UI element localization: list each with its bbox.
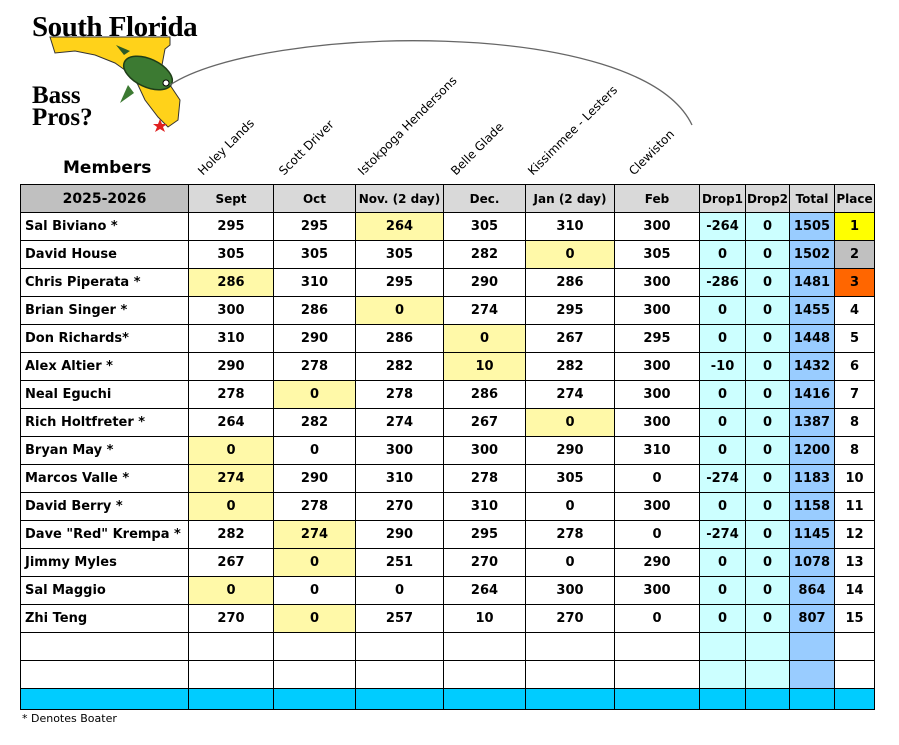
table-row — [21, 465, 875, 493]
standings-table — [20, 184, 875, 710]
drop2-cell: 0 — [746, 493, 790, 521]
season-label: 2025-2026 — [21, 185, 189, 213]
score-cell: 295 — [189, 213, 274, 241]
score-cell: 310 — [444, 493, 526, 521]
drop2-cell: 0 — [746, 521, 790, 549]
score-cell: 290 — [444, 269, 526, 297]
score-cell: 267 — [526, 325, 615, 353]
table-row — [21, 577, 875, 605]
drop1-cell: -286 — [700, 269, 746, 297]
drop2-cell: 0 — [746, 325, 790, 353]
south-florida-bass-pros-logo — [20, 5, 700, 145]
score-cell: 300 — [615, 381, 700, 409]
total-cell: 1502 — [790, 241, 835, 269]
drop2-cell: 0 — [746, 241, 790, 269]
drop2-cell: 0 — [746, 549, 790, 577]
total-cell: 1145 — [790, 521, 835, 549]
drop2-cell: 0 — [746, 465, 790, 493]
drop1-cell: 0 — [700, 297, 746, 325]
footer-bar-cell — [526, 689, 615, 710]
place-cell: 8 — [835, 437, 875, 465]
col-header-place: Place — [835, 185, 875, 213]
score-cell: 0 — [274, 577, 356, 605]
score-cell: 282 — [274, 409, 356, 437]
place-cell: 1 — [835, 213, 875, 241]
footer-bar-cell — [189, 689, 274, 710]
place-cell: 11 — [835, 493, 875, 521]
drop1-cell: 0 — [700, 549, 746, 577]
drop2-cell: 0 — [746, 437, 790, 465]
score-cell: 290 — [189, 353, 274, 381]
drop1-cell: 0 — [700, 605, 746, 633]
col-header: Feb — [615, 185, 700, 213]
score-cell: 300 — [615, 577, 700, 605]
total-cell: 1200 — [790, 437, 835, 465]
empty-cell — [21, 661, 189, 689]
score-cell: 10 — [444, 353, 526, 381]
footer-bar-cell — [835, 689, 875, 710]
score-cell: 0 — [356, 297, 444, 325]
drop2-cell: 0 — [746, 381, 790, 409]
venue-label: Kissimmee - Lesters — [525, 82, 621, 178]
drop2-cell: 0 — [746, 577, 790, 605]
score-cell: 0 — [274, 549, 356, 577]
score-cell: 264 — [444, 577, 526, 605]
score-cell: 274 — [274, 521, 356, 549]
empty-cell — [746, 633, 790, 661]
score-cell: 310 — [189, 325, 274, 353]
total-cell: 1432 — [790, 353, 835, 381]
score-cell: 290 — [274, 465, 356, 493]
score-cell: 270 — [356, 493, 444, 521]
empty-cell — [615, 661, 700, 689]
score-cell: 300 — [615, 213, 700, 241]
col-header: Dec. — [444, 185, 526, 213]
member-name: Alex Altier * — [21, 353, 189, 381]
place-cell: 12 — [835, 521, 875, 549]
drop2-cell: 0 — [746, 297, 790, 325]
header-row — [21, 185, 875, 213]
empty-cell — [526, 661, 615, 689]
score-cell: 290 — [274, 325, 356, 353]
table-row — [21, 353, 875, 381]
score-cell: 286 — [274, 297, 356, 325]
member-name: Don Richards* — [21, 325, 189, 353]
drop1-cell: 0 — [700, 325, 746, 353]
drop2-cell: 0 — [746, 353, 790, 381]
score-cell: 264 — [356, 213, 444, 241]
table-row — [21, 549, 875, 577]
drop1-cell: 0 — [700, 437, 746, 465]
score-cell: 251 — [356, 549, 444, 577]
score-cell: 0 — [274, 381, 356, 409]
score-cell: 274 — [526, 381, 615, 409]
score-cell: 0 — [615, 465, 700, 493]
venue-label: Scott Driver — [276, 117, 337, 178]
score-cell: 267 — [189, 549, 274, 577]
member-name: Jimmy Myles — [21, 549, 189, 577]
score-cell: 282 — [526, 353, 615, 381]
empty-cell — [526, 633, 615, 661]
score-cell: 286 — [189, 269, 274, 297]
total-cell: 1183 — [790, 465, 835, 493]
member-name: Rich Holtfreter * — [21, 409, 189, 437]
empty-cell — [274, 633, 356, 661]
score-cell: 0 — [356, 577, 444, 605]
footer-bar-cell — [700, 689, 746, 710]
drop1-cell: 0 — [700, 577, 746, 605]
footer-bar-cell — [356, 689, 444, 710]
empty-cell — [356, 633, 444, 661]
score-cell: 0 — [189, 437, 274, 465]
empty-cell — [700, 661, 746, 689]
score-cell: 286 — [356, 325, 444, 353]
score-cell: 0 — [615, 605, 700, 633]
table-row — [21, 381, 875, 409]
score-cell: 286 — [526, 269, 615, 297]
score-cell: 290 — [526, 437, 615, 465]
empty-cell — [746, 661, 790, 689]
footer-bar-cell — [21, 689, 189, 710]
table-row — [21, 297, 875, 325]
footer-bar — [21, 689, 875, 710]
place-cell: 6 — [835, 353, 875, 381]
score-cell: 278 — [189, 381, 274, 409]
score-cell: 10 — [444, 605, 526, 633]
drop1-cell: -274 — [700, 465, 746, 493]
empty-cell — [21, 633, 189, 661]
empty-row — [21, 633, 875, 661]
table-row — [21, 269, 875, 297]
venue-label: Holey Lands — [195, 116, 257, 178]
footer-bar-cell — [746, 689, 790, 710]
score-cell: 305 — [615, 241, 700, 269]
score-cell: 300 — [526, 577, 615, 605]
score-cell: 274 — [189, 465, 274, 493]
total-cell: 1158 — [790, 493, 835, 521]
score-cell: 290 — [356, 521, 444, 549]
total-cell: 1455 — [790, 297, 835, 325]
score-cell: 305 — [526, 465, 615, 493]
place-cell: 8 — [835, 409, 875, 437]
score-cell: 300 — [615, 353, 700, 381]
score-cell: 295 — [356, 269, 444, 297]
col-header: Sept — [189, 185, 274, 213]
logo-subtitle-line2: Pros? — [32, 104, 93, 131]
empty-cell — [835, 661, 875, 689]
score-cell: 274 — [356, 409, 444, 437]
score-cell: 305 — [189, 241, 274, 269]
col-header: Nov. (2 day) — [356, 185, 444, 213]
score-cell: 278 — [274, 353, 356, 381]
empty-cell — [790, 633, 835, 661]
venue-label: Clewiston — [626, 126, 678, 178]
col-header-total: Total — [790, 185, 835, 213]
score-cell: 290 — [615, 549, 700, 577]
score-cell: 300 — [615, 493, 700, 521]
score-cell: 310 — [615, 437, 700, 465]
table-row — [21, 325, 875, 353]
empty-cell — [700, 633, 746, 661]
score-cell: 274 — [444, 297, 526, 325]
score-cell: 257 — [356, 605, 444, 633]
empty-cell — [615, 633, 700, 661]
total-cell: 864 — [790, 577, 835, 605]
score-cell: 0 — [526, 241, 615, 269]
score-cell: 295 — [444, 521, 526, 549]
place-cell: 13 — [835, 549, 875, 577]
empty-cell — [444, 661, 526, 689]
footer-bar-cell — [790, 689, 835, 710]
score-cell: 278 — [444, 465, 526, 493]
member-name: Dave "Red" Krempa * — [21, 521, 189, 549]
place-cell: 10 — [835, 465, 875, 493]
drop1-cell: -274 — [700, 521, 746, 549]
score-cell: 300 — [189, 297, 274, 325]
score-cell: 270 — [444, 549, 526, 577]
score-cell: 0 — [274, 605, 356, 633]
venue-label: Istokpoga Hendersons — [355, 73, 460, 178]
empty-cell — [790, 661, 835, 689]
member-name: Sal Maggio — [21, 577, 189, 605]
logo-subtitle — [32, 82, 93, 131]
score-cell: 310 — [526, 213, 615, 241]
place-cell: 3 — [835, 269, 875, 297]
place-cell: 7 — [835, 381, 875, 409]
col-header: Jan (2 day) — [526, 185, 615, 213]
score-cell: 300 — [444, 437, 526, 465]
empty-cell — [274, 661, 356, 689]
member-name: Chris Piperata * — [21, 269, 189, 297]
empty-cell — [835, 633, 875, 661]
score-cell: 270 — [526, 605, 615, 633]
total-cell: 1448 — [790, 325, 835, 353]
drop1-cell: 0 — [700, 493, 746, 521]
score-cell: 282 — [444, 241, 526, 269]
place-cell: 14 — [835, 577, 875, 605]
score-cell: 295 — [615, 325, 700, 353]
score-cell: 0 — [274, 437, 356, 465]
score-cell: 0 — [526, 549, 615, 577]
score-cell: 0 — [526, 409, 615, 437]
empty-cell — [444, 633, 526, 661]
drop1-cell: 0 — [700, 409, 746, 437]
member-name: David House — [21, 241, 189, 269]
footer-bar-cell — [274, 689, 356, 710]
empty-row — [21, 661, 875, 689]
score-cell: 300 — [615, 269, 700, 297]
members-title: Members — [63, 158, 152, 178]
place-cell: 2 — [835, 241, 875, 269]
drop2-cell: 0 — [746, 213, 790, 241]
drop2-cell: 0 — [746, 605, 790, 633]
score-cell: 0 — [444, 325, 526, 353]
logo-subtitle-line1: Bass — [32, 82, 81, 109]
score-cell: 305 — [274, 241, 356, 269]
col-header: Oct — [274, 185, 356, 213]
footer-bar-cell — [444, 689, 526, 710]
score-cell: 295 — [526, 297, 615, 325]
col-header-drop1: Drop1 — [700, 185, 746, 213]
score-cell: 267 — [444, 409, 526, 437]
drop2-cell: 0 — [746, 409, 790, 437]
table-row — [21, 521, 875, 549]
score-cell: 310 — [356, 465, 444, 493]
member-name: Sal Biviano * — [21, 213, 189, 241]
col-header-drop2: Drop2 — [746, 185, 790, 213]
footer-bar-cell — [615, 689, 700, 710]
score-cell: 0 — [189, 577, 274, 605]
empty-cell — [356, 661, 444, 689]
score-cell: 305 — [356, 241, 444, 269]
score-cell: 0 — [615, 521, 700, 549]
member-name: David Berry * — [21, 493, 189, 521]
score-cell: 300 — [615, 409, 700, 437]
total-cell: 1416 — [790, 381, 835, 409]
table-row — [21, 437, 875, 465]
total-cell: 1387 — [790, 409, 835, 437]
table-row — [21, 493, 875, 521]
table-row — [21, 241, 875, 269]
score-cell: 282 — [356, 353, 444, 381]
drop1-cell: -10 — [700, 353, 746, 381]
member-name: Neal Eguchi — [21, 381, 189, 409]
total-cell: 1481 — [790, 269, 835, 297]
member-name: Marcos Valle * — [21, 465, 189, 493]
total-cell: 1078 — [790, 549, 835, 577]
score-cell: 286 — [444, 381, 526, 409]
place-cell: 5 — [835, 325, 875, 353]
drop1-cell: 0 — [700, 241, 746, 269]
score-cell: 295 — [274, 213, 356, 241]
member-name: Zhi Teng — [21, 605, 189, 633]
score-cell: 264 — [189, 409, 274, 437]
score-cell: 300 — [615, 297, 700, 325]
drop1-cell: 0 — [700, 381, 746, 409]
drop1-cell: -264 — [700, 213, 746, 241]
total-cell: 1505 — [790, 213, 835, 241]
score-cell: 300 — [356, 437, 444, 465]
member-name: Bryan May * — [21, 437, 189, 465]
logo-title: South Florida — [32, 11, 198, 43]
venue-label: Belle Glade — [448, 119, 507, 178]
score-cell: 0 — [526, 493, 615, 521]
total-cell: 807 — [790, 605, 835, 633]
score-cell: 310 — [274, 269, 356, 297]
score-cell: 278 — [526, 521, 615, 549]
member-name: Brian Singer * — [21, 297, 189, 325]
score-cell: 278 — [274, 493, 356, 521]
table-row — [21, 409, 875, 437]
score-cell: 0 — [189, 493, 274, 521]
place-cell: 4 — [835, 297, 875, 325]
table-row — [21, 605, 875, 633]
score-cell: 305 — [444, 213, 526, 241]
footnote: * Denotes Boater — [22, 712, 117, 725]
score-cell: 282 — [189, 521, 274, 549]
empty-cell — [189, 633, 274, 661]
score-cell: 270 — [189, 605, 274, 633]
table-row — [21, 213, 875, 241]
score-cell: 278 — [356, 381, 444, 409]
drop2-cell: 0 — [746, 269, 790, 297]
empty-cell — [189, 661, 274, 689]
place-cell: 15 — [835, 605, 875, 633]
